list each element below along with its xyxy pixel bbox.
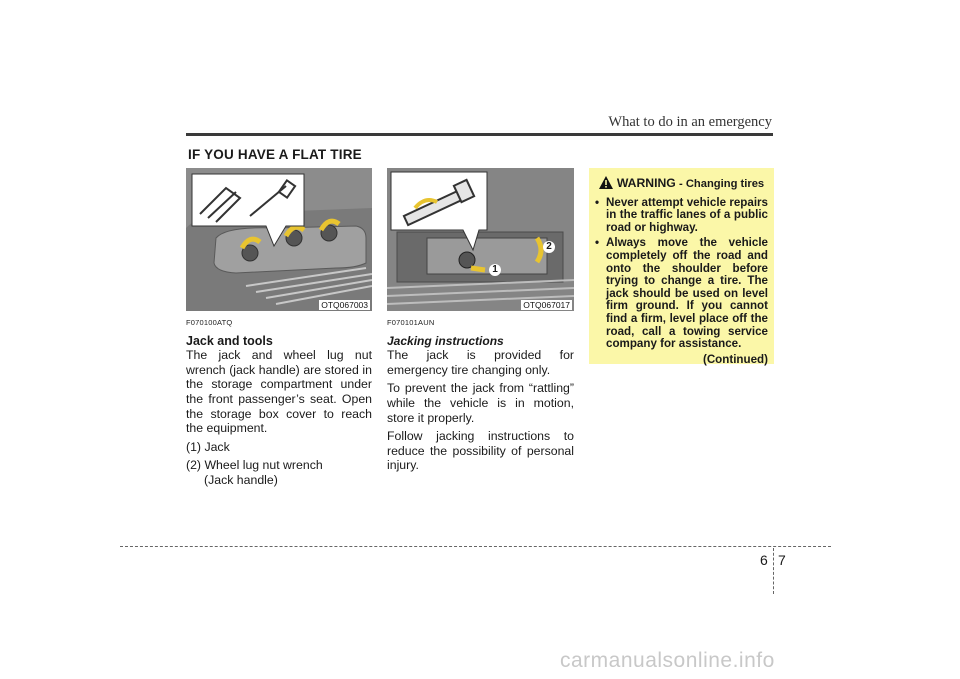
storage-compartment-illustration (186, 168, 372, 311)
left-body: The jack and wheel lug nut wrench (jack handle) are stored in the storage compartment under the front passenger’s seat. Open the storage box cover to reach the equipment. (186, 348, 372, 436)
middle-paragraph-3: Follow jacking instructions to reduce the possibility of personal injury. (387, 429, 574, 473)
list-item-wrench-note: (Jack handle) (204, 472, 278, 487)
warning-title: WARNING (616, 176, 676, 190)
middle-ref-code: F070101AUN (387, 318, 435, 327)
left-heading: Jack and tools (186, 333, 273, 348)
footer-dashed-rule (120, 546, 831, 547)
figure-label-1: 1 (489, 264, 501, 276)
warning-subtitle: - Changing tires (678, 178, 765, 190)
header-section-title: What to do in an emergency (608, 114, 772, 130)
left-column (186, 316, 372, 488)
warning-triangle-icon (599, 176, 613, 193)
middle-figure-code: OTQ067017 (523, 300, 570, 310)
left-ref-code: F070100ATQ (186, 318, 233, 327)
warning-box (589, 168, 774, 364)
jack-storage-illustration (387, 168, 574, 311)
page-heading: IF YOU HAVE A FLAT TIRE (188, 147, 362, 162)
warning-continued: (Continued) (702, 352, 768, 366)
footer-dashed-divider (773, 548, 774, 594)
warning-bullet-1: • Never attempt vehicle repairs in the traffic lanes of a public road or highway. (595, 197, 768, 235)
list-item-jack: (1) Jack (186, 439, 230, 454)
page-number: 7 (778, 552, 786, 568)
middle-heading: Jacking instructions (387, 333, 504, 348)
middle-paragraph-1: The jack is provided for emergency tire changing only. (387, 348, 574, 377)
middle-column (387, 316, 574, 477)
watermark: carmanualsonline.info (560, 649, 775, 672)
warning-bullet-2: • Always move the vehicle completely off the road and onto the shoulder before trying to change a tire. The jack should be used on level firm ground. If you cannot find a firm, level place off the road, call a towing service company for assistance. (595, 237, 768, 350)
figure-label-2: 2 (543, 241, 555, 253)
list-item-wrench: (2) Wheel lug nut wrench (186, 458, 323, 473)
warning-title-row (595, 176, 768, 193)
chapter-number: 6 (760, 552, 768, 568)
header-rule (186, 133, 773, 136)
jacking-photo (387, 168, 574, 311)
middle-paragraph-2: To prevent the jack from “rattling” while the vehicle is in motion, store it properly. (387, 381, 574, 425)
jack-tools-photo (186, 168, 372, 311)
left-figure-code: OTQ067003 (321, 300, 368, 310)
